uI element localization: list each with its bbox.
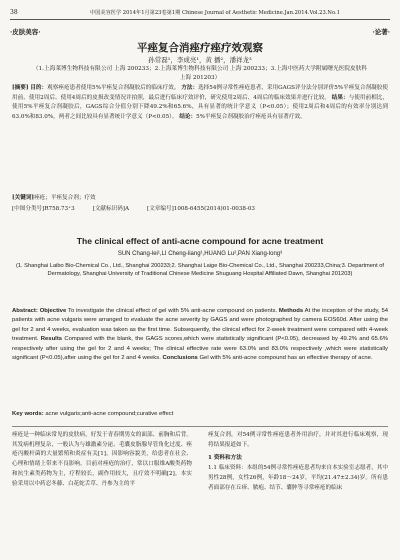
cn-keywords: [12, 193, 388, 201]
en-conclusions: Gel with 5% anti-acne compound has an effective therapy of acne.: [199, 355, 373, 362]
en-methods-label: Methods: [278, 308, 304, 314]
body-paragraph-cont: 痤复合剂，对54例寻常性痤疮患者外用治疗，并对其进行临床观察，现将结果报道如下。: [208, 432, 388, 448]
cn-class-no: [中图分类号]R758.73⁺3: [12, 206, 75, 212]
en-conclusions-label: Conclusions: [162, 355, 198, 362]
running-header: [10, 6, 390, 20]
page-number: 38: [10, 9, 18, 16]
cn-result-label: 结果：: [331, 94, 349, 101]
body-columns: [12, 431, 388, 493]
en-objective: To investigate the clinical effect of gel with 5% anti-acne compound on patients.: [68, 308, 278, 314]
body-column-right: [208, 431, 388, 493]
cn-doc-code: [文献标识码]A: [92, 206, 130, 212]
cn-authors: 孙常磊¹，李成亮¹，黄 播²，潘祥龙³: [148, 56, 252, 64]
en-abstract-label: Abstract:: [12, 308, 38, 314]
en-keywords-label: Key words:: [12, 411, 44, 417]
cn-keywords-label: [关键词]: [12, 195, 35, 201]
en-affiliation: (1. Shanghai Laibo Bio-Chemical Co., Ltd., Shanghai 200233;2. Shanghai Laige Bio-Chemical Co., Ltd., Shanghai 200233,China;3. Department of Dermatology, Shanghai University of Traditional Chinese Medicine Shuguang Hospital Affiliated Dawn, Shanghai 201203): [15, 263, 385, 278]
cn-conclusion-label: 结论：: [179, 113, 197, 120]
cn-article-id: [文章编号]1008-6455(2014)01-0038-03: [147, 206, 255, 212]
body-column-left: [12, 431, 192, 493]
en-results-label: Results: [40, 336, 63, 343]
cn-abstract-label: [摘要]: [12, 85, 29, 91]
cn-keywords-text: 痤疮；平痤复合剂；疗效: [34, 195, 96, 201]
cn-affiliation: （1.上海莱博生物科技有限公司 上海 200233；2.上海莱博生物科技有限公司 上海 200233；3.上海中医药大学附属曙光医院皮肤科 上海 201203）: [32, 66, 368, 81]
cn-classification: [12, 204, 388, 212]
section-heading: 1 资料和方法: [208, 455, 242, 462]
section-tag-right: ·论著·: [372, 28, 390, 36]
body-paragraph: 痤疮是一种临床常见的皮肤病，好发于青春期男女的面部、前胸和后背。其发病机理复杂，一般认为与雄激素分泌、毛囊皮脂腺导管角化过度、痤疮丙酸杆菌的大量繁殖和炎症有关[1]。因影响容貌美，给患者在社会、心理和情绪上带来不良影响。目前对痤疮的治疗，常以口服维A酸类药物和抗生素类药物为主，疗程较长，副作用较大，且疗效不明确[2]。本实验采用以中药忍冬藤、白花蛇舌草、丹参为主的平: [12, 432, 192, 487]
en-title: The clinical effect of anti-acne compound for acne treatment: [76, 236, 324, 246]
body-divider: [12, 426, 388, 427]
en-keywords-text: acne vulgaris;anti-acne compound;curative effect: [45, 411, 174, 417]
cn-purpose: 观察痤疮患者使用5%平痤复合剂凝胶后的临床疗效。: [47, 85, 180, 91]
en-objective-label: Objective: [39, 308, 67, 314]
cn-result: 与使用前相比，使用5%平痤复合剂凝胶后，GAGS综合分值分别下降49.2%和65.6%，具有显著的统计学意义（P<0.05）；使用2周后和4周后的有效率分别达到63.0%和83.0%，两者之间比较具有显著统计学意义（P<0.05）。: [12, 94, 388, 120]
section-tags: [10, 27, 390, 36]
section-tag-left: ·皮肤美容·: [10, 28, 41, 36]
cn-method: 选择54例寻常性痤疮患者，采用GAGS评分法分别评价5%平痤复合剂凝胶使用前、使用2周后、使用4周后的皮损改变情况并拍照，最后进行临床疗效评价，研究使用2周后、4周后的临床效果并进行比较。: [12, 85, 388, 101]
cn-conclusion: 5%平痤复合剂凝胶治疗痤疮具有显著疗效。: [196, 113, 306, 120]
en-authors: SUN Chang-lei¹,LI Cheng-liang¹,HUANG Lu²,PAN Xiang-long³: [117, 251, 283, 257]
en-keywords: [12, 411, 388, 417]
cn-purpose-label: 目的：: [30, 85, 48, 91]
section-paragraph: 1.1 临床资料：本组的54例寻常性痤疮患者均来自本实验室志愿者，其中男性28例，女性26例，年龄18～24岁，平均(21.47±2.34)岁。所有患者面部存在丘疹、脓疱、结节、囊肿等寻常痤疮的临床: [208, 465, 389, 491]
en-results: Compared with the blank, the GAGS scores,which were statistically significant (P<0.05), decreased by 49.2% and 65.6% respectively after using the gel for 2 and 4 weeks; The clinical effective rate were 63.0% and 83.0% respectively ,which were statistically significant (P<0.05),after using the gel for 2 and 4 weeks.: [12, 336, 388, 362]
en-abstract: [12, 307, 388, 363]
en-methods: At the inception of the study, 54 patients with acne vulgaris were arranged to evaluate the acne severity by GAGS and were photographed by camera EOS60d. After using the gel for 2 and 4 weeks, evaluation was taken as the first time. Subsequently, the clinical effect for 2-week treatment were compared with 4-week treatment.: [12, 308, 389, 343]
cn-title: 平痤复合消痤疗痤疗效观察: [137, 42, 263, 54]
cn-method-label: 方法：: [181, 85, 199, 91]
cn-abstract: [12, 84, 388, 122]
journal-header: 中国美容医学 2014年1月第23卷第1期 Chinese Journal of Aesthetic Medicine.Jan.2014.Vol.23.No.1: [90, 10, 340, 16]
